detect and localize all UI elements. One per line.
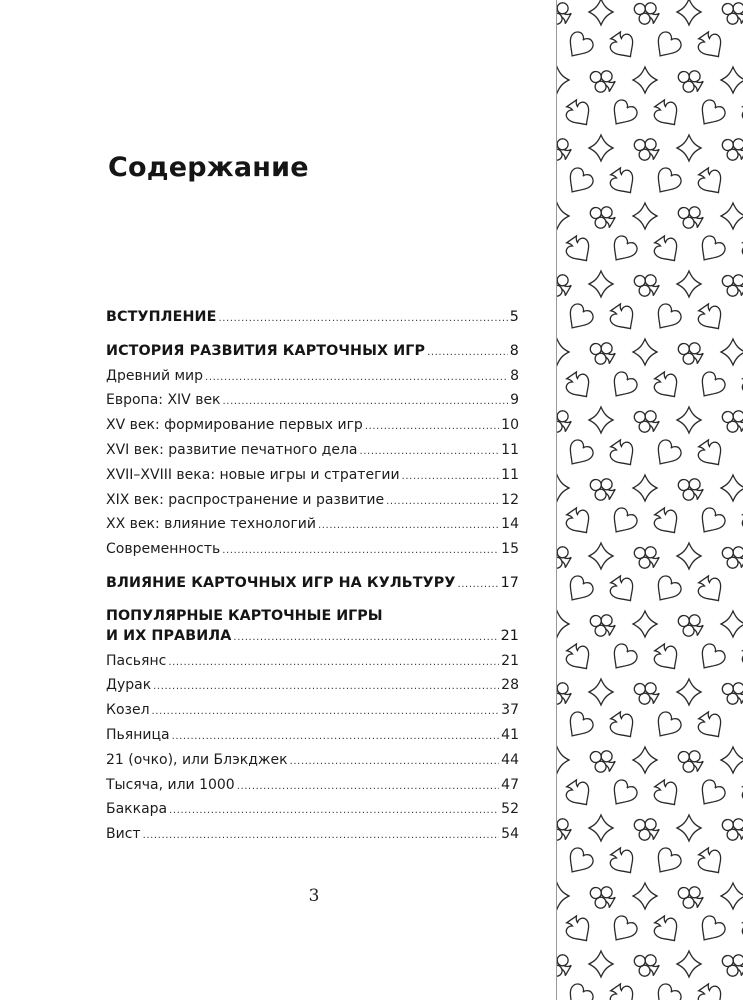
club-icon: [585, 608, 618, 640]
diamond-icon: [677, 135, 701, 161]
heart-icon: [738, 981, 743, 1000]
spade-icon: [650, 232, 685, 267]
diamond-icon: [589, 679, 613, 705]
spade-icon: [650, 776, 685, 811]
toc-entry-page: 12: [501, 491, 519, 508]
diamond-icon: [589, 543, 613, 569]
diamond-icon: [557, 339, 569, 365]
toc-entry-label: Дурак: [106, 677, 152, 694]
spade-icon: [738, 912, 743, 947]
club-icon: [629, 676, 662, 708]
club-icon: [585, 336, 618, 368]
heart-icon: [738, 437, 743, 470]
heart-icon: [694, 97, 727, 130]
spade-icon: [694, 436, 729, 471]
toc-entry-page: 9: [510, 392, 519, 409]
club-icon: [585, 880, 618, 912]
toc-entry-page: 21: [500, 627, 519, 644]
toc-entry-page: 5: [509, 309, 519, 325]
dot-leader: [152, 701, 500, 721]
toc-entry-introduction[interactable]: [106, 308, 519, 333]
card-suit-pattern: [557, 0, 743, 1000]
heart-icon: [650, 29, 683, 62]
diamond-icon: [677, 951, 701, 977]
club-icon: [717, 812, 743, 844]
spade-icon: [606, 436, 641, 471]
toc-entry[interactable]: [106, 652, 519, 677]
dot-leader: [143, 825, 500, 845]
toc-entry-page: 54: [501, 826, 519, 843]
toc-entry-label: Пьяница: [106, 726, 170, 743]
toc-entry-page: 28: [501, 677, 519, 694]
club-icon: [629, 540, 662, 572]
heart-icon: [606, 641, 639, 674]
spade-icon: [694, 300, 729, 335]
heart-icon: [694, 233, 727, 266]
dot-leader: [223, 391, 509, 411]
toc-entry-label: XX век: влияние технологий: [106, 516, 316, 533]
diamond-icon: [557, 67, 569, 93]
spade-icon: [606, 980, 641, 1000]
spade-icon: [562, 232, 597, 267]
diamond-icon: [721, 475, 743, 501]
dot-leader: [402, 466, 500, 486]
club-icon: [717, 0, 743, 28]
diamond-icon: [557, 611, 569, 637]
diamond-icon: [589, 407, 613, 433]
heart-icon: [694, 369, 727, 402]
diamond-icon: [721, 883, 743, 909]
club-icon: [585, 744, 618, 776]
toc-entry-page: 47: [501, 776, 519, 793]
heart-icon: [650, 437, 683, 470]
spade-icon: [738, 232, 743, 267]
club-icon: [717, 948, 743, 980]
spade-icon: [562, 776, 597, 811]
diamond-icon: [633, 883, 657, 909]
diamond-icon: [721, 67, 743, 93]
club-icon: [557, 676, 574, 708]
heart-icon: [694, 913, 727, 946]
club-icon: [557, 948, 574, 980]
diamond-icon: [677, 271, 701, 297]
toc-entry[interactable]: [106, 391, 519, 416]
club-icon: [557, 540, 574, 572]
toc-entry-page: 8: [510, 367, 519, 384]
spade-icon: [650, 640, 685, 675]
diamond-icon: [721, 747, 743, 773]
club-icon: [557, 0, 574, 28]
heart-icon: [562, 573, 595, 606]
club-icon: [717, 132, 743, 164]
toc-entry-page: 15: [501, 541, 519, 558]
diamond-icon: [721, 611, 743, 637]
spade-icon: [650, 368, 685, 403]
toc-entry[interactable]: [106, 776, 519, 801]
spade-icon: [694, 844, 729, 879]
heart-icon: [650, 709, 683, 742]
toc-entry-popular-games[interactable]: [106, 627, 519, 652]
toc-entry[interactable]: [106, 800, 519, 825]
club-icon: [557, 268, 574, 300]
toc-entry-label: Древний мир: [106, 367, 204, 384]
heart-icon: [650, 301, 683, 334]
toc-entry-page: 10: [501, 417, 519, 434]
spade-icon: [606, 300, 641, 335]
diamond-icon: [633, 475, 657, 501]
club-icon: [673, 744, 706, 776]
heart-icon: [606, 777, 639, 810]
dot-leader: [360, 441, 500, 461]
toc-entry-label: ВСТУПЛЕНИЕ: [106, 309, 217, 325]
spade-icon: [738, 96, 743, 131]
toc-entry[interactable]: [106, 466, 519, 491]
diamond-icon: [633, 203, 657, 229]
toc-entry-label: XIX век: распространение и развитие: [106, 491, 385, 508]
spade-icon: [650, 504, 685, 539]
club-icon: [585, 200, 618, 232]
heart-icon: [562, 165, 595, 198]
toc-entry-label: Современность: [106, 541, 221, 558]
dot-leader: [318, 515, 499, 535]
toc-entry[interactable]: [106, 676, 519, 701]
spade-icon: [694, 572, 729, 607]
heart-icon: [606, 505, 639, 538]
spade-icon: [562, 504, 597, 539]
toc-entry-culture[interactable]: [106, 574, 519, 599]
diamond-icon: [589, 951, 613, 977]
toc-entry-label: 21 (очко), или Блэкджек: [106, 751, 288, 768]
toc-entry-label: Баккара: [106, 801, 168, 818]
spade-icon: [694, 28, 729, 63]
spade-icon: [562, 912, 597, 947]
toc-entry-page: 44: [501, 751, 519, 768]
spade-icon: [738, 504, 743, 539]
spade-icon: [650, 96, 685, 131]
diamond-icon: [589, 815, 613, 841]
toc-entry-label: Пасьянс: [106, 652, 167, 669]
toc-entry[interactable]: [106, 540, 519, 565]
heart-icon: [562, 709, 595, 742]
heart-icon: [606, 369, 639, 402]
heart-icon: [738, 573, 743, 606]
toc-entry[interactable]: [106, 367, 519, 392]
heart-icon: [650, 165, 683, 198]
toc-entry-page: 8: [509, 342, 519, 359]
spade-icon: [738, 368, 743, 403]
spade-icon: [738, 640, 743, 675]
dot-leader: [457, 574, 498, 594]
dot-leader: [153, 676, 499, 696]
heart-icon: [738, 301, 743, 334]
club-icon: [557, 404, 574, 436]
dot-leader: [222, 540, 499, 560]
club-icon: [629, 812, 662, 844]
spade-icon: [694, 164, 729, 199]
toc-entry-label: Европа: XIV век: [106, 392, 221, 409]
club-icon: [673, 200, 706, 232]
heart-icon: [606, 233, 639, 266]
diamond-icon: [557, 475, 569, 501]
page-number: 3: [308, 886, 320, 906]
club-icon: [673, 880, 706, 912]
club-icon: [717, 404, 743, 436]
heart-icon: [738, 29, 743, 62]
spade-icon: [562, 640, 597, 675]
club-icon: [585, 472, 618, 504]
heart-icon: [694, 777, 727, 810]
heart-icon: [694, 505, 727, 538]
club-icon: [717, 268, 743, 300]
heart-icon: [694, 641, 727, 674]
toc-entry[interactable]: [106, 491, 519, 516]
spade-icon: [562, 368, 597, 403]
club-icon: [673, 608, 706, 640]
toc-entry-label: ИСТОРИЯ РАЗВИТИЯ КАРТОЧНЫХ ИГР: [106, 342, 426, 359]
heart-icon: [738, 845, 743, 878]
toc-entry-label: Тысяча, или 1000: [106, 776, 235, 793]
dot-leader: [427, 342, 508, 362]
toc-entry-page: 41: [501, 726, 519, 743]
toc-entry[interactable]: [106, 416, 519, 441]
toc-entry[interactable]: [106, 751, 519, 776]
card-suit-pattern-panel: [556, 0, 743, 1000]
heart-icon: [650, 845, 683, 878]
club-icon: [629, 0, 662, 28]
heart-icon: [562, 301, 595, 334]
dot-leader: [290, 751, 500, 771]
toc-entry-label: XVI век: развитие печатного дела: [106, 441, 358, 458]
toc-entry-label: Вист: [106, 826, 141, 843]
diamond-icon: [633, 747, 657, 773]
dot-leader: [172, 726, 500, 746]
toc-entry-label-line1: ПОПУЛЯРНЫЕ КАРТОЧНЫЕ ИГРЫ: [106, 607, 383, 624]
spade-icon: [694, 980, 729, 1000]
toc-entry-page: 21: [501, 652, 519, 669]
spade-icon: [694, 708, 729, 743]
dot-leader: [218, 308, 507, 328]
club-icon: [585, 64, 618, 96]
dot-leader: [237, 776, 499, 796]
diamond-icon: [677, 0, 701, 25]
spade-icon: [606, 844, 641, 879]
club-icon: [629, 404, 662, 436]
dot-leader: [233, 627, 498, 647]
club-icon: [557, 812, 574, 844]
heart-icon: [606, 97, 639, 130]
club-icon: [557, 132, 574, 164]
diamond-icon: [557, 203, 569, 229]
spade-icon: [650, 912, 685, 947]
toc-entry[interactable]: [106, 515, 519, 540]
club-icon: [629, 948, 662, 980]
spade-icon: [606, 708, 641, 743]
toc-entry-label: И ИХ ПРАВИЛА: [106, 627, 232, 644]
heart-icon: [562, 437, 595, 470]
diamond-icon: [589, 135, 613, 161]
club-icon: [673, 64, 706, 96]
spade-icon: [606, 28, 641, 63]
page-title: Содержание: [108, 152, 309, 183]
heart-icon: [562, 29, 595, 62]
club-icon: [673, 336, 706, 368]
toc-entry-page: 11: [501, 466, 519, 483]
dot-leader: [205, 367, 508, 387]
spade-icon: [562, 96, 597, 131]
diamond-icon: [557, 747, 569, 773]
toc-entry-label: ВЛИЯНИЕ КАРТОЧНЫХ ИГР НА КУЛЬТУРУ: [106, 574, 456, 591]
toc-entry-page: 52: [501, 801, 519, 818]
club-icon: [673, 472, 706, 504]
toc-entry-history[interactable]: [106, 342, 519, 367]
heart-icon: [606, 913, 639, 946]
club-icon: [629, 132, 662, 164]
toc-entry-label: XVII–XVIII века: новые игры и стратегии: [106, 466, 400, 483]
heart-icon: [738, 709, 743, 742]
toc-entry[interactable]: [106, 726, 519, 751]
diamond-icon: [677, 407, 701, 433]
toc-entry-label: Козел: [106, 702, 150, 719]
spade-icon: [606, 164, 641, 199]
diamond-icon: [589, 271, 613, 297]
toc-entry[interactable]: [106, 701, 519, 726]
heart-icon: [650, 981, 683, 1000]
diamond-icon: [633, 67, 657, 93]
toc-entry-page: 37: [501, 702, 519, 719]
diamond-icon: [721, 203, 743, 229]
diamond-icon: [721, 339, 743, 365]
diamond-icon: [557, 883, 569, 909]
toc-entry[interactable]: [106, 441, 519, 466]
dot-leader: [386, 491, 499, 511]
club-icon: [717, 540, 743, 572]
toc-entry-page: 11: [501, 441, 519, 458]
club-icon: [717, 676, 743, 708]
toc-entry-page: 14: [501, 516, 519, 533]
diamond-icon: [677, 543, 701, 569]
toc-entry-page: 17: [500, 574, 519, 591]
heart-icon: [562, 845, 595, 878]
club-icon: [629, 268, 662, 300]
diamond-icon: [589, 0, 613, 25]
diamond-icon: [677, 679, 701, 705]
dot-leader: [169, 800, 499, 820]
heart-icon: [562, 981, 595, 1000]
diamond-icon: [633, 611, 657, 637]
table-of-contents: [106, 308, 519, 850]
dot-leader: [365, 416, 499, 436]
heart-icon: [650, 573, 683, 606]
spade-icon: [738, 776, 743, 811]
diamond-icon: [633, 339, 657, 365]
toc-entry-label: XV век: формирование первых игр: [106, 417, 363, 434]
toc-entry[interactable]: [106, 825, 519, 850]
spade-icon: [606, 572, 641, 607]
heart-icon: [738, 165, 743, 198]
diamond-icon: [677, 815, 701, 841]
dot-leader: [168, 652, 499, 672]
